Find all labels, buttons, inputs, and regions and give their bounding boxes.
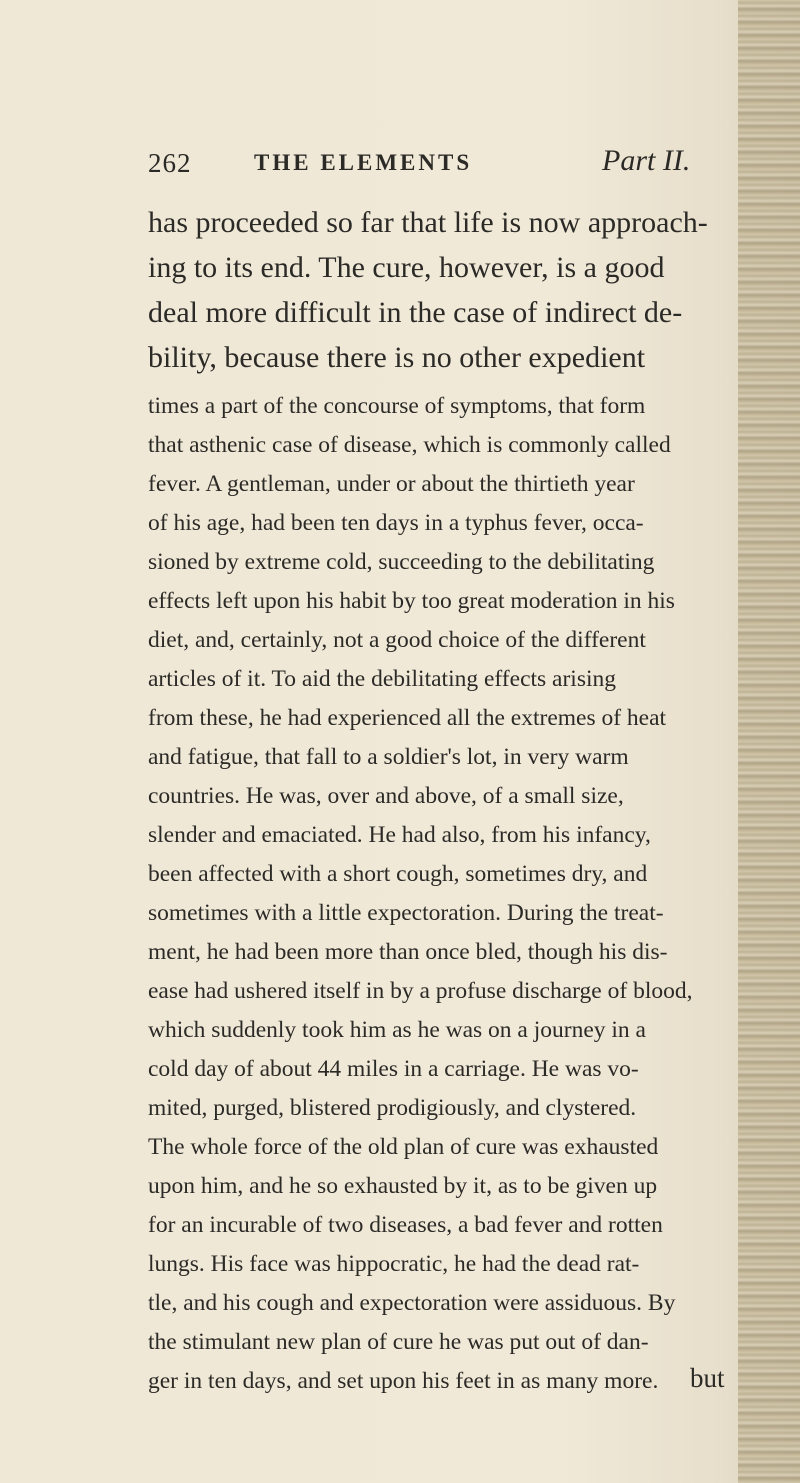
text-line: bility, because there is no other expedient xyxy=(148,341,646,374)
page-number: 262 xyxy=(148,148,192,178)
text-line: mited, purged, blistered prodigiously, and clystered. xyxy=(148,1095,637,1121)
text-line: ing to its end. The cure, however, is a good xyxy=(148,251,665,284)
running-header xyxy=(148,144,758,188)
text-line: sometimes with a little expectoration. During the treat- xyxy=(148,900,664,926)
text-line: for an incurable of two diseases, a bad fever and rotten xyxy=(148,1212,663,1238)
text-line: has proceeded so far that life is now approach- xyxy=(148,206,708,239)
catchword: but xyxy=(690,1363,725,1393)
text-line: sioned by extreme cold, succeeding to the debilitating xyxy=(148,549,655,575)
paragraph-2 xyxy=(148,387,764,1401)
text-line: upon him, and he so exhausted by it, as to be given up xyxy=(148,1173,658,1199)
text-line: ger in ten days, and set upon his feet in as many more. xyxy=(148,1368,659,1394)
text-line: and fatigue, that fall to a soldier's lot, in very warm xyxy=(148,744,629,770)
text-line: The whole force of the old plan of cure was exhausted xyxy=(148,1134,659,1160)
text-line: from these, he had experienced all the extremes of heat xyxy=(148,705,667,731)
paragraph-1 xyxy=(148,200,764,380)
text-line: fever. A gentleman, under or about the thirtieth year xyxy=(148,471,635,497)
text-line: slender and emaciated. He had also, from his infancy, xyxy=(148,822,651,848)
text-line: been affected with a short cough, sometimes dry, and xyxy=(148,861,648,887)
text-line: ease had ushered itself in by a profuse discharge of blood, xyxy=(148,978,693,1004)
text-line: lungs. His face was hippocratic, he had the dead rat- xyxy=(148,1251,640,1277)
text-line: times a part of the concourse of symptoms, that form xyxy=(148,393,646,419)
running-title: THE ELEMENTS xyxy=(254,150,473,175)
text-line: diet, and, certainly, not a good choice of the different xyxy=(148,627,646,653)
text-line: of his age, had been ten days in a typhus fever, occa- xyxy=(148,510,644,536)
text-line: effects left upon his habit by too great moderation in his xyxy=(148,588,675,614)
text-line: deal more difficult in the case of indirect de- xyxy=(148,296,683,329)
text-line: tle, and his cough and expectoration were assiduous. By xyxy=(148,1290,676,1316)
text-line: which suddenly took him as he was on a journey in a xyxy=(148,1017,646,1043)
text-line: countries. He was, over and above, of a small size, xyxy=(148,783,624,809)
text-line: cold day of about 44 miles in a carriage. He was vo- xyxy=(148,1056,639,1082)
part-label: Part II. xyxy=(602,144,691,177)
text-line: the stimulant new plan of cure he was put out of dan- xyxy=(148,1329,649,1355)
text-line: ment, he had been more than once bled, though his dis- xyxy=(148,939,668,965)
text-line: that asthenic case of disease, which is commonly called xyxy=(148,432,671,458)
text-line: articles of it. To aid the debilitating effects arising xyxy=(148,666,617,692)
